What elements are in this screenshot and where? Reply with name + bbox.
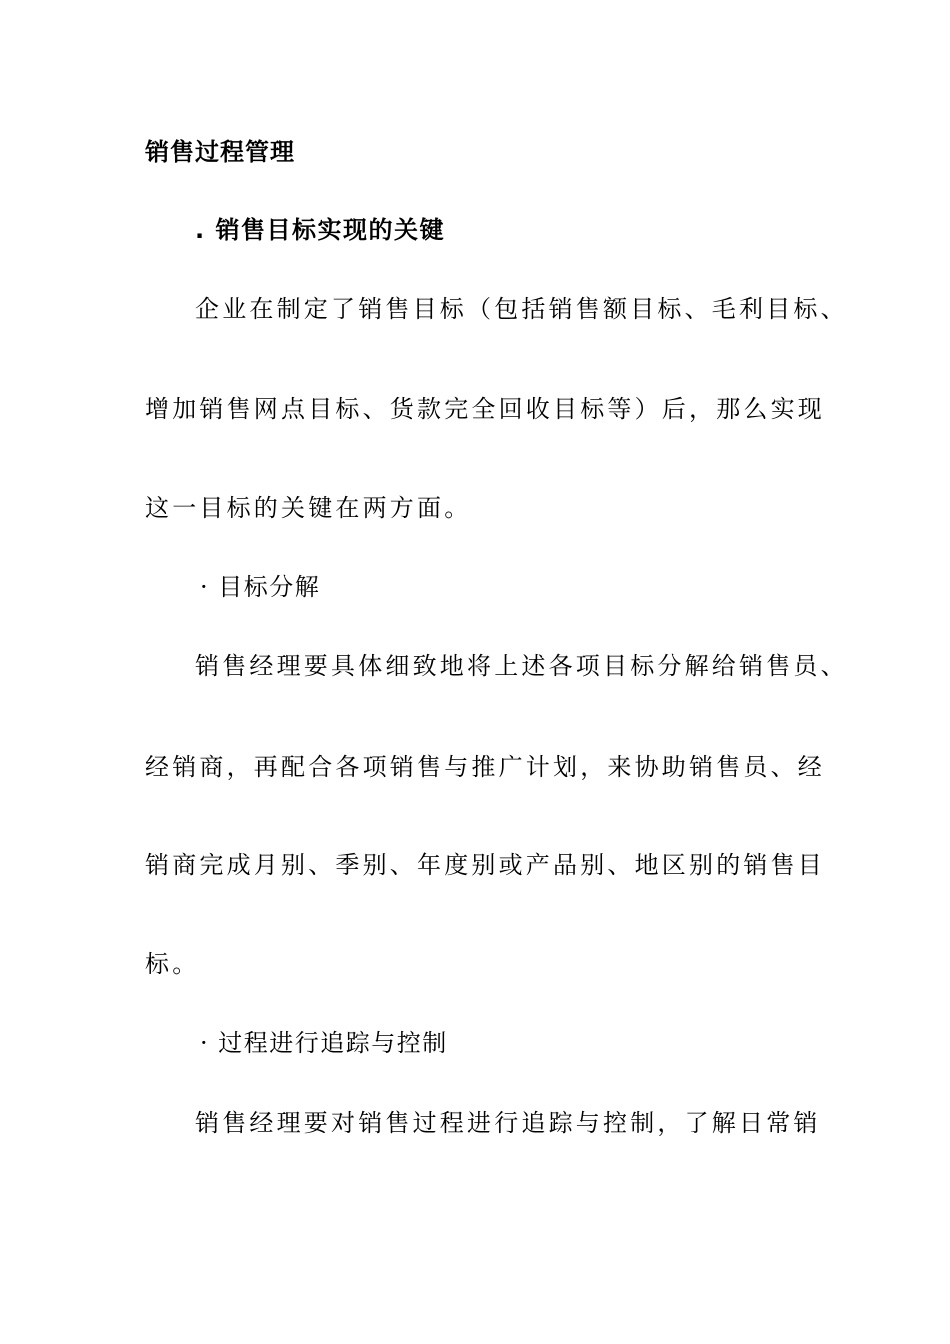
paragraph-2-line-1: 销售经理要具体细致地将上述各项目标分解给销售员、 xyxy=(195,652,848,680)
paragraph-2-line-3: 销商完成月别、季别、年度别或产品别、地区别的销售目 xyxy=(145,851,825,879)
paragraph-3-line-1: 销售经理要对销售过程进行追踪与控制，了解日常销 xyxy=(195,1109,821,1137)
paragraph-2-line-2: 经销商，再配合各项销售与推广计划，来协助销售员、经 xyxy=(145,753,825,781)
paragraph-1-line-1: 企业在制定了销售目标（包括销售额目标、毛利目标、 xyxy=(195,295,848,323)
document-title: 销售过程管理 xyxy=(145,138,295,166)
paragraph-1-line-3: 这一目标的关键在两方面。 xyxy=(145,494,472,522)
paragraph-2-line-4: 标。 xyxy=(145,950,200,978)
paragraph-1-line-2: 增加销售网点目标、货款完全回收目标等）后，那么实现 xyxy=(145,395,825,423)
bullet-process-tracking: · 过程进行追踪与控制 xyxy=(200,1029,448,1057)
bullet-goal-decomposition: · 目标分解 xyxy=(200,573,321,601)
section-heading: . 销售目标实现的关键 xyxy=(195,216,445,244)
